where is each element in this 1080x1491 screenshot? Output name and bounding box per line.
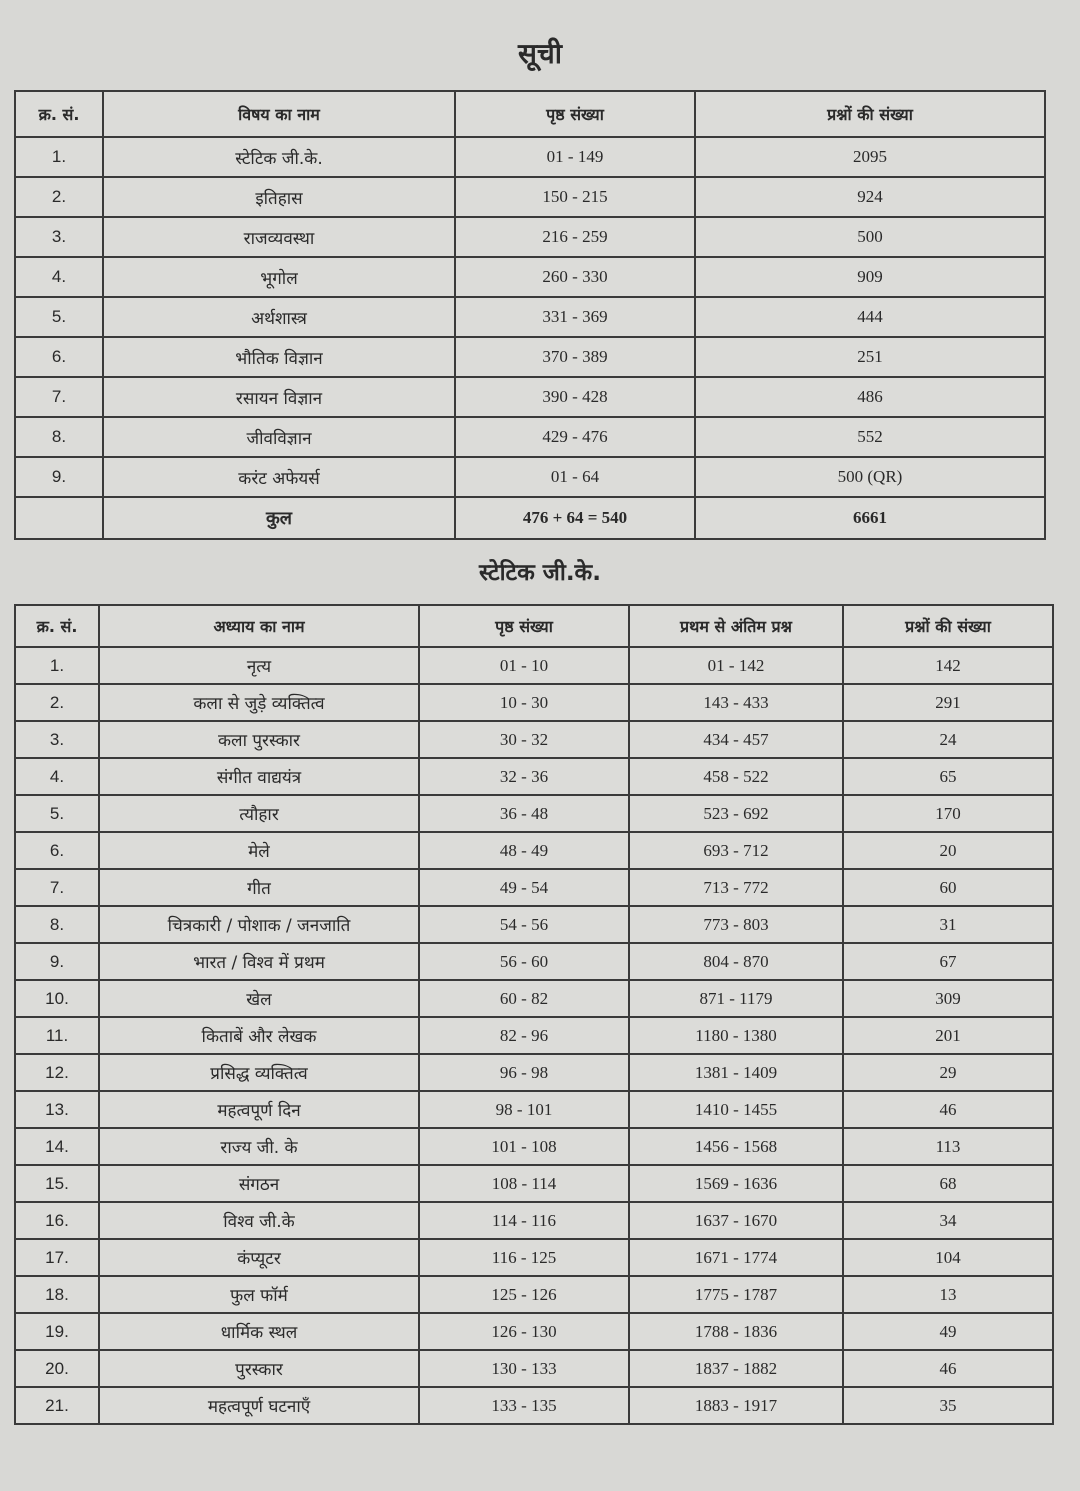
table-row	[15, 1091, 1053, 1128]
question-range: 1381 - 1409	[629, 1054, 843, 1091]
total-row	[15, 497, 1045, 539]
table-row	[15, 869, 1053, 906]
serial-number: 14.	[15, 1128, 99, 1165]
header-question-count: प्रश्नों की संख्या	[843, 605, 1053, 647]
chapter-name: महत्वपूर्ण घटनाएँ	[99, 1387, 419, 1424]
serial-number: 11.	[15, 1017, 99, 1054]
question-range: 1788 - 1836	[629, 1313, 843, 1350]
subject-name: राजव्यवस्था	[103, 217, 455, 257]
serial-number: 21.	[15, 1387, 99, 1424]
serial-number: 17.	[15, 1239, 99, 1276]
page-range: 60 - 82	[419, 980, 629, 1017]
page-range: 32 - 36	[419, 758, 629, 795]
page-range: 216 - 259	[455, 217, 695, 257]
question-count: 309	[843, 980, 1053, 1017]
question-count: 201	[843, 1017, 1053, 1054]
serial-number: 5.	[15, 795, 99, 832]
question-range: 01 - 142	[629, 647, 843, 684]
table-row	[15, 1165, 1053, 1202]
chapter-name: फुल फॉर्म	[99, 1276, 419, 1313]
page-range: 48 - 49	[419, 832, 629, 869]
table-row	[15, 1387, 1053, 1424]
table-row	[15, 137, 1045, 177]
chapter-name: भारत / विश्व में प्रथम	[99, 943, 419, 980]
serial-number: 8.	[15, 417, 103, 457]
serial-number: 7.	[15, 377, 103, 417]
table-row	[15, 1054, 1053, 1091]
serial-number: 5.	[15, 297, 103, 337]
serial-number: 15.	[15, 1165, 99, 1202]
question-range: 1837 - 1882	[629, 1350, 843, 1387]
subject-name: रसायन विज्ञान	[103, 377, 455, 417]
question-count: 34	[843, 1202, 1053, 1239]
page-range: 30 - 32	[419, 721, 629, 758]
chapter-name: प्रसिद्ध व्यक्तित्व	[99, 1054, 419, 1091]
question-count: 65	[843, 758, 1053, 795]
question-range: 1775 - 1787	[629, 1276, 843, 1313]
header-serial: क्र. सं.	[15, 91, 103, 137]
page-range: 56 - 60	[419, 943, 629, 980]
question-count: 68	[843, 1165, 1053, 1202]
header-question-range: प्रथम से अंतिम प्रश्न	[629, 605, 843, 647]
chapter-name: विश्व जी.के	[99, 1202, 419, 1239]
page-range: 49 - 54	[419, 869, 629, 906]
question-count: 20	[843, 832, 1053, 869]
header-question-count: प्रश्नों की संख्या	[695, 91, 1045, 137]
page-range: 54 - 56	[419, 906, 629, 943]
page-range: 126 - 130	[419, 1313, 629, 1350]
page-range: 101 - 108	[419, 1128, 629, 1165]
question-count: 500 (QR)	[695, 457, 1045, 497]
table-row	[15, 795, 1053, 832]
question-range: 434 - 457	[629, 721, 843, 758]
summary-header-row	[15, 91, 1045, 137]
chapter-name: गीत	[99, 869, 419, 906]
table-row	[15, 684, 1053, 721]
header-page-number: पृष्ठ संख्या	[455, 91, 695, 137]
question-count: 2095	[695, 137, 1045, 177]
question-range: 1410 - 1455	[629, 1091, 843, 1128]
total-pages: 476 + 64 = 540	[455, 497, 695, 539]
serial-number: 1.	[15, 137, 103, 177]
question-range: 1180 - 1380	[629, 1017, 843, 1054]
page-range: 331 - 369	[455, 297, 695, 337]
table-row	[15, 721, 1053, 758]
question-count: 500	[695, 217, 1045, 257]
page-range: 260 - 330	[455, 257, 695, 297]
serial-number: 20.	[15, 1350, 99, 1387]
header-page-number: पृष्ठ संख्या	[419, 605, 629, 647]
serial-number: 7.	[15, 869, 99, 906]
question-count: 909	[695, 257, 1045, 297]
serial-number: 6.	[15, 337, 103, 377]
page-range: 125 - 126	[419, 1276, 629, 1313]
page-range: 429 - 476	[455, 417, 695, 457]
question-range: 523 - 692	[629, 795, 843, 832]
summary-table	[14, 90, 1046, 540]
serial-number: 2.	[15, 177, 103, 217]
page-range: 116 - 125	[419, 1239, 629, 1276]
question-count: 29	[843, 1054, 1053, 1091]
table-row	[15, 647, 1053, 684]
chapter-name: संगठन	[99, 1165, 419, 1202]
chapter-name: नृत्य	[99, 647, 419, 684]
chapter-name: महत्वपूर्ण दिन	[99, 1091, 419, 1128]
question-count: 170	[843, 795, 1053, 832]
total-questions: 6661	[695, 497, 1045, 539]
serial-number: 6.	[15, 832, 99, 869]
chapter-name: कला पुरस्कार	[99, 721, 419, 758]
table-row	[15, 177, 1045, 217]
question-range: 804 - 870	[629, 943, 843, 980]
serial-number: 18.	[15, 1276, 99, 1313]
question-count: 104	[843, 1239, 1053, 1276]
question-count: 291	[843, 684, 1053, 721]
question-count: 67	[843, 943, 1053, 980]
chapter-name: राज्य जी. के	[99, 1128, 419, 1165]
question-range: 1671 - 1774	[629, 1239, 843, 1276]
page-range: 150 - 215	[455, 177, 695, 217]
question-count: 49	[843, 1313, 1053, 1350]
static-gk-table	[14, 604, 1054, 1425]
page-range: 96 - 98	[419, 1054, 629, 1091]
page-range: 390 - 428	[455, 377, 695, 417]
subject-name: अर्थशास्त्र	[103, 297, 455, 337]
serial-number: 9.	[15, 457, 103, 497]
chapter-name: खेल	[99, 980, 419, 1017]
chapter-name: पुरस्कार	[99, 1350, 419, 1387]
subject-name: करंट अफेयर्स	[103, 457, 455, 497]
question-count: 46	[843, 1091, 1053, 1128]
table-row	[15, 257, 1045, 297]
chapter-name: कला से जुड़े व्यक्तित्व	[99, 684, 419, 721]
serial-number: 2.	[15, 684, 99, 721]
table-row	[15, 1350, 1053, 1387]
chapter-name: धार्मिक स्थल	[99, 1313, 419, 1350]
static-gk-header-row	[15, 605, 1053, 647]
question-count: 46	[843, 1350, 1053, 1387]
question-range: 143 - 433	[629, 684, 843, 721]
serial-number: 8.	[15, 906, 99, 943]
page-range: 133 - 135	[419, 1387, 629, 1424]
page-range: 36 - 48	[419, 795, 629, 832]
chapter-name: किताबें और लेखक	[99, 1017, 419, 1054]
page-range: 98 - 101	[419, 1091, 629, 1128]
question-count: 924	[695, 177, 1045, 217]
table-row	[15, 217, 1045, 257]
table-row	[15, 1128, 1053, 1165]
serial-number: 19.	[15, 1313, 99, 1350]
summary-title: सूची	[518, 37, 562, 70]
header-chapter-name: अध्याय का नाम	[99, 605, 419, 647]
serial-number: 4.	[15, 257, 103, 297]
page-range: 01 - 64	[455, 457, 695, 497]
page-range: 01 - 149	[455, 137, 695, 177]
question-count: 31	[843, 906, 1053, 943]
question-range: 1883 - 1917	[629, 1387, 843, 1424]
page-range: 108 - 114	[419, 1165, 629, 1202]
header-subject-name: विषय का नाम	[103, 91, 455, 137]
empty-cell	[15, 497, 103, 539]
serial-number: 12.	[15, 1054, 99, 1091]
header-serial: क्र. सं.	[15, 605, 99, 647]
table-row	[15, 1239, 1053, 1276]
serial-number: 3.	[15, 217, 103, 257]
table-row	[15, 1202, 1053, 1239]
page-range: 01 - 10	[419, 647, 629, 684]
subject-name: जीवविज्ञान	[103, 417, 455, 457]
chapter-name: संगीत वाद्ययंत्र	[99, 758, 419, 795]
serial-number: 10.	[15, 980, 99, 1017]
question-count: 251	[695, 337, 1045, 377]
serial-number: 13.	[15, 1091, 99, 1128]
table-row	[15, 758, 1053, 795]
chapter-name: चित्रकारी / पोशाक / जनजाति	[99, 906, 419, 943]
page-range: 130 - 133	[419, 1350, 629, 1387]
table-row	[15, 297, 1045, 337]
question-count: 444	[695, 297, 1045, 337]
question-count: 60	[843, 869, 1053, 906]
page-range: 370 - 389	[455, 337, 695, 377]
serial-number: 1.	[15, 647, 99, 684]
page-range: 82 - 96	[419, 1017, 629, 1054]
subject-name: भौतिक विज्ञान	[103, 337, 455, 377]
page-range: 114 - 116	[419, 1202, 629, 1239]
question-count: 35	[843, 1387, 1053, 1424]
subject-name: स्टेटिक जी.के.	[103, 137, 455, 177]
question-range: 773 - 803	[629, 906, 843, 943]
table-row	[15, 1313, 1053, 1350]
question-range: 713 - 772	[629, 869, 843, 906]
subject-name: इतिहास	[103, 177, 455, 217]
chapter-name: त्यौहार	[99, 795, 419, 832]
question-count: 13	[843, 1276, 1053, 1313]
table-row	[15, 832, 1053, 869]
question-range: 1637 - 1670	[629, 1202, 843, 1239]
question-range: 871 - 1179	[629, 980, 843, 1017]
subject-name: भूगोल	[103, 257, 455, 297]
table-row	[15, 943, 1053, 980]
chapter-name: मेले	[99, 832, 419, 869]
question-range: 1456 - 1568	[629, 1128, 843, 1165]
table-row	[15, 1276, 1053, 1313]
question-count: 24	[843, 721, 1053, 758]
question-range: 458 - 522	[629, 758, 843, 795]
table-row	[15, 1017, 1053, 1054]
question-count: 552	[695, 417, 1045, 457]
total-label: कुल	[103, 497, 455, 539]
question-count: 113	[843, 1128, 1053, 1165]
table-row	[15, 457, 1045, 497]
page-range: 10 - 30	[419, 684, 629, 721]
serial-number: 4.	[15, 758, 99, 795]
table-row	[15, 337, 1045, 377]
serial-number: 3.	[15, 721, 99, 758]
question-count: 142	[843, 647, 1053, 684]
serial-number: 16.	[15, 1202, 99, 1239]
serial-number: 9.	[15, 943, 99, 980]
table-row	[15, 980, 1053, 1017]
question-range: 1569 - 1636	[629, 1165, 843, 1202]
question-range: 693 - 712	[629, 832, 843, 869]
chapter-name: कंप्यूटर	[99, 1239, 419, 1276]
table-row	[15, 377, 1045, 417]
static-gk-title: स्टेटिक जी.के.	[479, 560, 601, 586]
question-count: 486	[695, 377, 1045, 417]
table-row	[15, 417, 1045, 457]
table-row	[15, 906, 1053, 943]
